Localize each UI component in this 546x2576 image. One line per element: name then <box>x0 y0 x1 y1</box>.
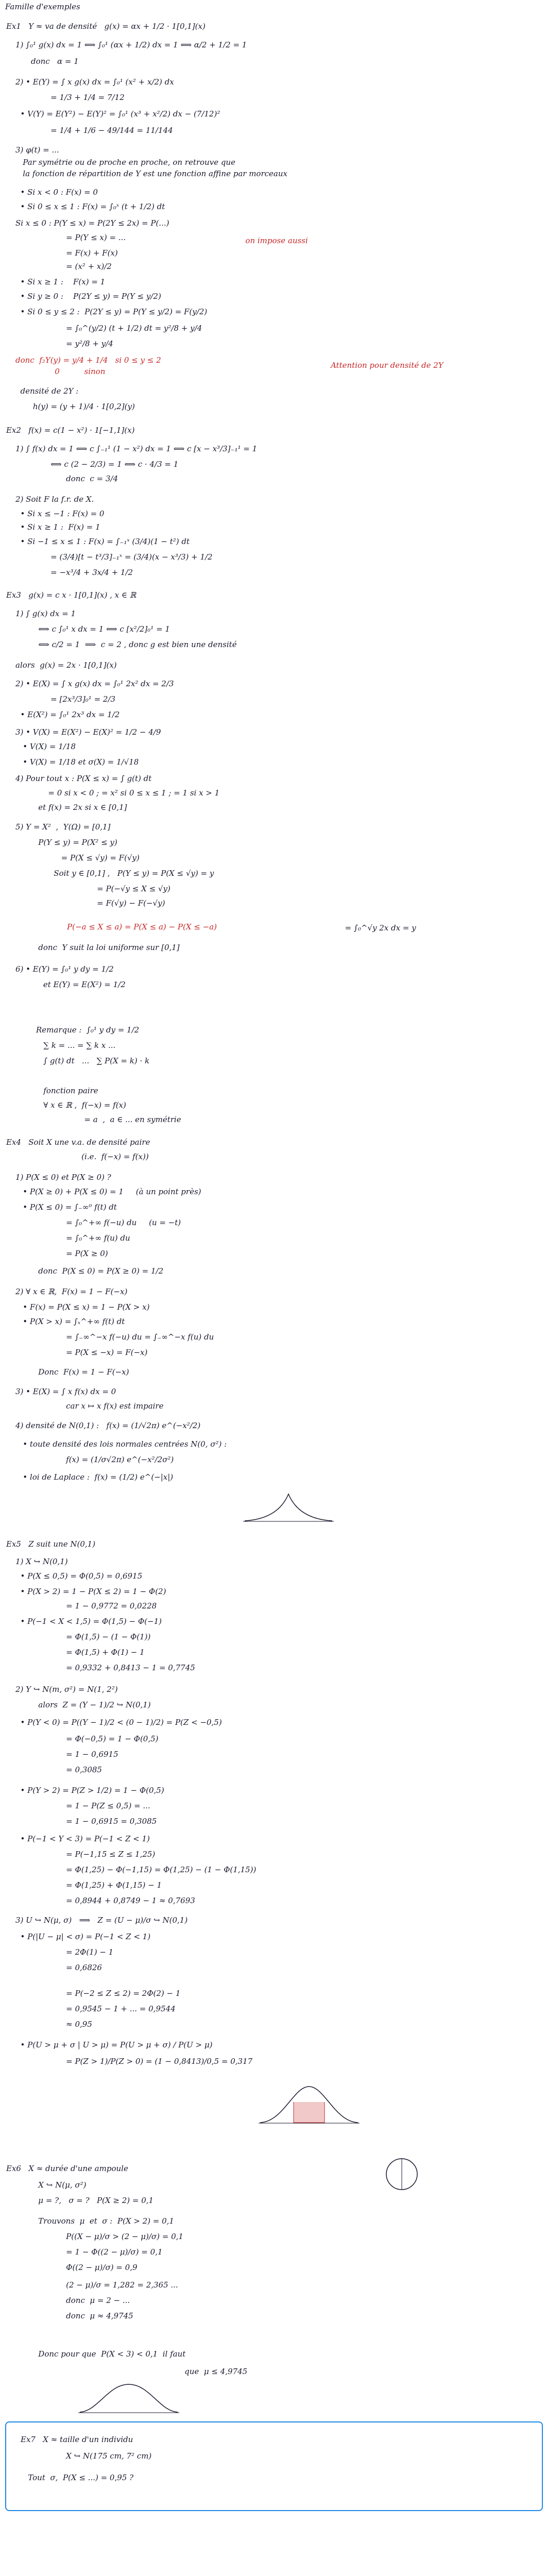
note-line: X ↪ N(μ, σ²) <box>31 2180 87 2190</box>
note-line: = P(X ≤ √y) = F(√y) <box>46 853 140 862</box>
note-line: 2) Y ↪ N(m, σ²) = N(1, 2²) <box>15 1685 118 1694</box>
note-line: Attention pour densité de 2Y <box>299 361 443 370</box>
note-line: donc Y suit la loi uniforme sur [0,1] <box>31 943 180 952</box>
note-line: • V(X) = 1/18 <box>15 742 76 751</box>
note-line: X ↪ N(175 cm, 7² cm) <box>46 2451 152 2461</box>
note-line: = F(√y) − F(−√y) <box>77 899 165 908</box>
note-line: = 1 − 0,6915 = 0,3085 <box>46 1817 157 1826</box>
note-line: = Φ(−0,5) = 1 − Φ(0,5) <box>46 1734 159 1743</box>
note-line: 3) • E(X) = ∫ x f(x) dx = 0 <box>15 1387 116 1396</box>
note-line: ⟺ c (2 − 2/3) = 1 ⟺ c · 4/3 = 1 <box>31 460 179 469</box>
note-line: = 1/3 + 1/4 = 7/12 <box>31 93 125 102</box>
note-line: et f(x) = 2x si x ∈ [0,1] <box>31 803 127 812</box>
note-line: 1) P(X ≤ 0) et P(X ≥ 0) ? <box>15 1173 111 1182</box>
note-line: ⟺ c ∫₀¹ x dx = 1 ⟺ c [x²/2]₀¹ = 1 <box>31 624 170 634</box>
note-line: donc μ = 2 − ... <box>46 2296 130 2305</box>
note-line: donc c = 3/4 <box>46 474 118 483</box>
note-line: • P(Y > 2) = P(Z > 1/2) = 1 − Φ(0,5) <box>15 1786 164 1795</box>
note-line: 6) • E(Y) = ∫₀¹ y dy = 1/2 <box>15 964 114 974</box>
note-line: = 0 si x < 0 ; = x² si 0 ≤ x ≤ 1 ; = 1 si x > 1 <box>31 788 220 798</box>
note-line: Donc pour que P(X < 3) < 0,1 il faut <box>31 2349 186 2359</box>
note-line: • loi de Laplace : f(x) = (1/2) e^(−|x|) <box>15 1472 174 1482</box>
note-line: = 0,6826 <box>46 1963 102 1972</box>
note-line: et E(Y) = E(X²) = 1/2 <box>31 980 126 989</box>
note-line: = (3/4)[t − t³/3]₋₁ˣ = (3/4)(x − x³/3) + 1/2 <box>31 552 213 562</box>
note-line: • P(X > 2) = 1 − P(X ≤ 2) = 1 − Φ(2) <box>15 1587 166 1596</box>
note-line: = F(x) + F(x) <box>46 248 118 258</box>
note-line: ∑ k = ... = ∑ k x ... <box>36 1041 116 1050</box>
note-line: = ∫₋∞^−x f(−u) du = ∫₋∞^−x f(u) du <box>46 1332 214 1342</box>
note-line: Ex2 f(x) = c(1 − x²) · 1[−1,1](x) <box>6 426 135 435</box>
circle-sketch <box>381 2154 422 2195</box>
exercise-7-frame <box>5 2421 543 2511</box>
note-line: • Si x ≥ 1 : F(x) = 1 <box>15 522 100 532</box>
note-line: Donc F(x) = 1 − F(−x) <box>31 1367 129 1377</box>
note-line: ∫ g(t) dt ... ∑ P(X = k) · k <box>36 1056 150 1065</box>
note-line: 5) Y = X² , Y(Ω) = [0,1] <box>15 822 111 832</box>
note-line: • Si y ≥ 0 : P(2Y ≤ y) = P(Y ≤ y/2) <box>15 292 161 301</box>
note-line: on impose aussi <box>155 236 308 245</box>
note-line: h(y) = (y + 1)/4 · 1[0,2](y) <box>21 402 135 411</box>
note-line: • V(Y) = E(Y²) − E(Y)² = ∫₀¹ (x³ + x²/2) dx − (7/12)² <box>15 109 220 118</box>
note-line: alors g(x) = 2x · 1[0,1](x) <box>15 660 117 670</box>
note-line: densité de 2Y : <box>15 386 79 396</box>
note-line: = 1 − Φ((2 − μ)/σ) = 0,1 <box>46 2247 163 2257</box>
note-line: (2 − μ)/σ = 1,282 = 2,365 ... <box>46 2280 178 2290</box>
ampoule-curve-sketch <box>77 2380 180 2416</box>
note-line: Si x ≤ 0 : P(Y ≤ x) = P(2Y ≤ 2x) = P(...) <box>15 218 169 228</box>
note-line: 3) • V(X) = E(X²) − E(X)² = 1/2 − 4/9 <box>15 727 161 737</box>
note-line: = ∫₀^√y 2x dx = y <box>288 923 416 933</box>
note-line: Ex4 Soit X une v.a. de densité paire <box>6 1138 150 1147</box>
note-line: 0 sinon <box>15 367 106 376</box>
note-line: Ex6 X ≈ durée d'une ampoule <box>6 2164 128 2173</box>
note-line: = ∫₀^+∞ f(u) du <box>46 1233 130 1243</box>
note-line: = y²/8 + y/4 <box>46 339 113 348</box>
note-line: car x ↦ x f(x) est impaire <box>46 1401 164 1411</box>
note-line: • E(X²) = ∫₀¹ 2x³ dx = 1/2 <box>15 710 120 719</box>
gauss-curve-sketch <box>258 2081 361 2128</box>
note-line: Tout σ, P(X ≤ ...) = 0,95 ? <box>21 2473 134 2482</box>
note-line: • Si 0 ≤ y ≤ 2 : P(2Y ≤ y) = P(Y ≤ y/2) = F(y/2) <box>15 307 208 316</box>
note-line: = 2Φ(1) − 1 <box>46 1947 114 1957</box>
note-line: fonction paire <box>36 1086 98 1095</box>
note-line: 3) φ(t) = ... <box>15 145 59 155</box>
note-line: la fonction de répartition de Y est une fonction affine par morceaux <box>15 169 287 178</box>
note-line: = 1/4 + 1/6 − 49/144 = 11/144 <box>31 126 173 135</box>
note-line: • P(−1 < X < 1,5) = Φ(1,5) − Φ(−1) <box>15 1617 162 1626</box>
note-line: • Si −1 ≤ x ≤ 1 : F(x) = ∫₋₁ˣ (3/4)(1 − t²) dt <box>15 537 190 546</box>
note-line: 4) densité de N(0,1) : f(x) = (1/√2π) e^(−x²/2) <box>15 1421 201 1430</box>
note-line: = Φ(1,5) − (1 − Φ(1)) <box>46 1632 151 1641</box>
note-line: • toute densité des lois normales centrées N(0, σ²) : <box>15 1439 227 1449</box>
note-line: ≈ 0,95 <box>46 2020 92 2029</box>
note-line: = ∫₀^(y/2) (t + 1/2) dt = y²/8 + y/4 <box>46 324 202 333</box>
note-line: 2) • E(Y) = ∫ x g(x) dx = ∫₀¹ (x² + x/2) dx <box>15 77 174 87</box>
note-line: f(x) = (1/σ√2π) e^(−x²/2σ²) <box>46 1455 174 1464</box>
note-line: = P(X ≥ 0) <box>46 1249 108 1258</box>
note-line: 1) ∫ f(x) dx = 1 ⟺ c ∫₋₁¹ (1 − x²) dx = 1 ⟺ c [x − x³/3]₋₁¹ = 1 <box>15 444 258 453</box>
note-line: 3) U ↪ N(μ, σ) ⟹ Z = (U − μ)/σ ↪ N(0,1) <box>15 1916 188 1925</box>
note-line: • P(|U − μ| < σ) = P(−1 < Z < 1) <box>15 1932 151 1941</box>
note-line: donc P(X ≤ 0) = P(X ≥ 0) = 1/2 <box>31 1266 164 1276</box>
note-line: • P(X ≤ 0,5) = Φ(0,5) = 0,6915 <box>15 1571 143 1581</box>
note-line: Par symétrie ou de proche en proche, on retrouve que <box>15 158 235 167</box>
note-line: 1) ∫₀¹ g(x) dx = 1 ⟺ ∫₀¹ (αx + 1/2) dx = 1 ⟺ α/2 + 1/2 = 1 <box>15 40 247 49</box>
note-line: 4) Pour tout x : P(X ≤ x) = ∫ g(t) dt <box>15 774 152 783</box>
note-line: • P(X ≤ 0) = ∫₋∞⁰ f(t) dt <box>15 1202 117 1212</box>
note-line: ⟺ c/2 = 1 ⟹ c = 2 , donc g est bien une densité <box>31 640 237 649</box>
note-line: = P(Y ≤ x) = ... <box>46 233 126 242</box>
note-line: • Si x ≥ 1 : F(x) = 1 <box>15 277 106 286</box>
note-line: = ∫₀^+∞ f(−u) du (u = −t) <box>46 1218 181 1227</box>
note-line: • P(U > μ + σ | U > μ) = P(U > μ + σ) / P(U > μ) <box>15 2040 213 2049</box>
note-line: = [2x³/3]₀¹ = 2/3 <box>31 694 116 704</box>
note-line: donc f₂Y(y) = y/4 + 1/4 si 0 ≤ y ≤ 2 <box>15 355 161 365</box>
note-line: • Si x ≤ −1 : F(x) = 0 <box>15 509 105 518</box>
note-line: = P(−1,15 ≤ Z ≤ 1,25) <box>46 1850 156 1859</box>
note-line: 1) ∫ g(x) dx = 1 <box>15 609 76 618</box>
note-line: = P(X ≤ −x) = F(−x) <box>46 1348 148 1357</box>
note-line: Remarque : ∫₀¹ y dy = 1/2 <box>36 1025 140 1035</box>
note-line: donc α = 1 <box>31 57 79 66</box>
note-line: = 0,8944 + 0,8749 − 1 ≈ 0,7693 <box>46 1896 195 1905</box>
note-line: • P(X ≥ 0) + P(X ≤ 0) = 1 (à un point près) <box>15 1187 201 1196</box>
note-line: Ex1 Y ≈ va de densité g(x) = αx + 1/2 · 1[0,1](x) <box>6 22 206 31</box>
note-line: P((X − μ)/σ > (2 − μ)/σ) = 0,1 <box>46 2232 183 2241</box>
note-line: (i.e. f(−x) = f(x)) <box>62 1152 149 1161</box>
note-line: ∀ x ∈ ℝ , f(−x) = f(x) <box>36 1100 126 1110</box>
note-line: • Si x < 0 : F(x) = 0 <box>15 188 98 197</box>
note-line: 1) X ↪ N(0,1) <box>15 1557 68 1566</box>
note-line: = P(−√y ≤ X ≤ √y) <box>77 884 170 893</box>
note-line: • F(x) = P(X ≤ x) = 1 − P(X > x) <box>15 1302 150 1312</box>
note-line: 2) Soit F la f.r. de X. <box>15 495 94 504</box>
note-line: = a , a ∈ ... en symétrie <box>67 1115 181 1124</box>
note-line: = (x² + x)/2 <box>46 262 112 271</box>
note-line: P(Y ≤ y) = P(X² ≤ y) <box>31 838 117 847</box>
note-line: Soit y ∈ [0,1] , P(Y ≤ y) = P(X ≤ √y) = y <box>46 869 214 878</box>
note-line: Famille d'exemples <box>5 2 80 11</box>
note-line: = 1 − 0,9772 = 0,0228 <box>46 1601 157 1611</box>
note-line: μ = ?, σ = ? P(X ≥ 2) = 0,1 <box>31 2196 154 2205</box>
note-line: • P(−1 < Y < 3) = P(−1 < Z < 1) <box>15 1834 150 1843</box>
note-line: = Φ(1,25) + Φ(1,15) − 1 <box>46 1880 162 1890</box>
note-line: = P(−2 ≤ Z ≤ 2) = 2Φ(2) − 1 <box>46 1989 181 1998</box>
note-line: • V(X) = 1/18 et σ(X) = 1/√18 <box>15 757 139 767</box>
note-line: = 0,9545 − 1 + ... = 0,9544 <box>46 2004 176 2013</box>
note-line: = Φ(1,5) + Φ(1) − 1 <box>46 1648 145 1657</box>
laplace-curve-sketch <box>242 1489 335 1525</box>
note-line: = 1 − 0,6915 <box>46 1750 118 1759</box>
note-line: = 1 − P(Z ≤ 0,5) = ... <box>46 1801 150 1810</box>
note-line: = −x³/4 + 3x/4 + 1/2 <box>31 568 133 577</box>
note-line: P(−a ≤ X ≤ a) = P(X ≤ a) − P(X ≤ −a) <box>67 922 217 931</box>
note-line: Φ((2 − μ)/σ) = 0,9 <box>46 2263 138 2272</box>
note-line: • Si 0 ≤ x ≤ 1 : F(x) = ∫₀ˣ (t + 1/2) dt <box>15 202 165 211</box>
note-line: Trouvons μ et σ : P(X > 2) = 0,1 <box>31 2216 174 2226</box>
note-line: 2) • E(X) = ∫ x g(x) dx = ∫₀¹ 2x² dx = 2/3 <box>15 679 174 688</box>
note-line: alors Z = (Y − 1)/2 ↪ N(0,1) <box>31 1700 151 1709</box>
note-line: Ex3 g(x) = c x · 1[0,1](x) , x ∈ ℝ <box>6 590 136 600</box>
note-line: 2) ∀ x ∈ ℝ, F(x) = 1 − F(−x) <box>15 1287 128 1296</box>
note-line: que μ ≤ 4,9745 <box>165 2367 248 2376</box>
note-line: = 0,3085 <box>46 1765 102 1774</box>
note-line: = Φ(1,25) − Φ(−1,15) = Φ(1,25) − (1 − Φ(1,15)) <box>46 1865 257 1874</box>
note-line: = P(Z > 1)/P(Z > 0) = (1 − 0,8413)/0,5 = 0,317 <box>46 2057 253 2066</box>
note-line: Ex7 X ≈ taille d'un individu <box>21 2435 133 2444</box>
note-line: = 0,9332 + 0,8413 − 1 = 0,7745 <box>46 1663 195 1672</box>
note-line: • P(Y < 0) = P((Y − 1)/2 < (0 − 1)/2) = P(Z < −0,5) <box>15 1718 222 1727</box>
note-line: • P(X > x) = ∫ₓ^+∞ f(t) dt <box>15 1317 125 1326</box>
note-line: donc μ ≈ 4,9745 <box>46 2311 133 2320</box>
note-line: Ex5 Z suit une N(0,1) <box>6 1539 96 1549</box>
